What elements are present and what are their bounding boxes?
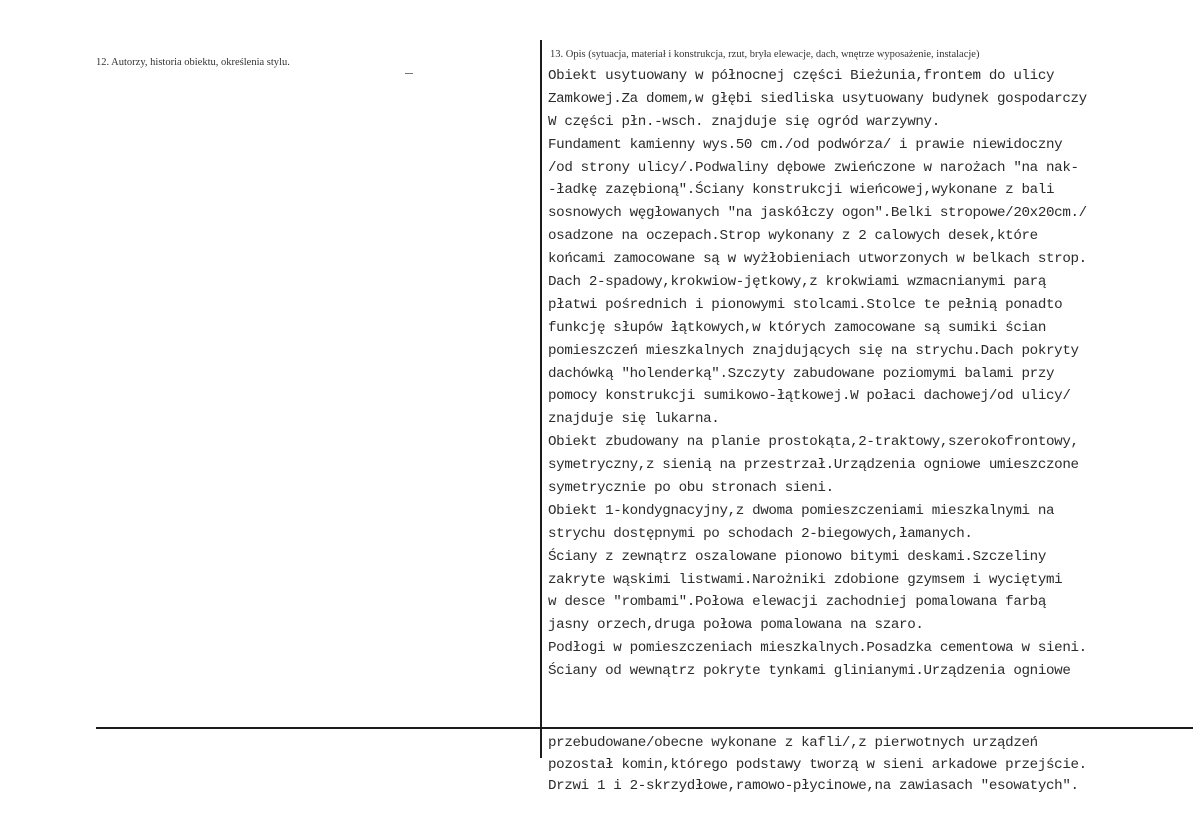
text-line: symetryczny,z sienią na przestrzał.Urządzenia ogniowe umieszczone	[548, 457, 1079, 474]
section-13-continuation	[548, 733, 1198, 798]
text-line: sosnowych węgłowanych "na jaskółczy ogon".Belki stropowe/20x20cm./	[548, 205, 1087, 222]
text-line: osadzone na oczepach.Strop wykonany z 2 calowych desek,które	[548, 228, 1038, 245]
text-line: symetrycznie po obu stronach sieni.	[548, 480, 834, 497]
text-line: strychu dostępnymi po schodach 2-biegowych,łamanych.	[548, 525, 973, 542]
section-13-heading: 13. Opis (sytuacja, materiał i konstrukcja, rzut, bryła elewacje, dach, wnętrze wyposażenie, instalacje)	[550, 49, 980, 60]
section-bottom-rule	[96, 727, 1193, 729]
text-line: Fundament kamienny wys.50 cm./od podwórza/ i prawie niewidoczny	[548, 136, 1063, 153]
text-line: znajduje się lukarna.	[548, 411, 720, 428]
text-line: przebudowane/obecne wykonane z kafli/,z pierwotnych urządzeń	[548, 735, 1038, 751]
text-line: jasny orzech,druga połowa pomalowana na szaro.	[548, 617, 924, 634]
pencil-mark	[405, 73, 413, 74]
text-line: dachówką "holenderką".Szczyty zabudowane poziomymi balami przy	[548, 365, 1055, 382]
text-line: Dach 2-spadowy,krokwiow-jętkowy,z krokwiami wzmacnianymi parą	[548, 274, 1046, 291]
text-line: -ładkę zazębioną".Ściany konstrukcji wieńcowej,wykonane z bali	[548, 182, 1055, 199]
text-line: w desce "rombami".Połowa elewacji zachodniej pomalowana farbą	[548, 594, 1046, 611]
text-line: Obiekt zbudowany na planie prostokąta,2-traktowy,szerokofrontowy,	[548, 434, 1079, 451]
text-line: Ściany od wewnątrz pokryte tynkami glinianymi.Urządzenia ogniowe	[548, 663, 1071, 680]
text-line: końcami zamocowane są w wyżłobieniach utworzonych w belkach strop.	[548, 251, 1087, 268]
text-line: /od strony ulicy/.Podwaliny dębowe zwieńczone w narożach "na nak-	[548, 159, 1079, 176]
text-line: W części płn.-wsch. znajduje się ogród warzywny.	[548, 113, 940, 130]
text-line: Drzwi 1 i 2-skrzydłowe,ramowo-płycinowe,na zawiasach "esowatych".	[548, 778, 1079, 794]
text-line: zakryte wąskimi listwami.Narożniki zdobione gzymsem i wyciętymi	[548, 571, 1063, 588]
section-12-heading: 12. Autorzy, historia obiektu, określenia stylu.	[96, 57, 290, 68]
text-line: Obiekt usytuowany w północnej części Bieżunia,frontem do ulicy	[548, 68, 1055, 84]
text-line: funkcję słupów łątkowych,w których zamocowane są sumiki ścian	[548, 319, 1046, 336]
text-line: płatwi pośrednich i pionowymi stolcami.Stolce te pełnią ponadto	[548, 296, 1063, 313]
section-13-typed-text	[548, 65, 1198, 683]
text-line: Ściany z zewnątrz oszalowane pionowo bitymi deskami.Szczeliny	[548, 548, 1046, 565]
text-line: pomieszczeń mieszkalnych znajdujących się na strychu.Dach pokryty	[548, 342, 1079, 359]
text-line: Zamkowej.Za domem,w głębi siedliska usytuowany budynek gospodarczy	[548, 90, 1087, 107]
text-line: Podłogi w pomieszczeniach mieszkalnych.Posadzka cementowa w sieni.	[548, 640, 1087, 657]
text-line: pomocy konstrukcji sumikowo-łątkowej.W połaci dachowej/od ulicy/	[548, 388, 1071, 405]
text-line: Obiekt 1-kondygnacyjny,z dwoma pomieszczeniami mieszkalnymi na	[548, 502, 1055, 519]
column-divider	[540, 40, 542, 758]
text-line: pozostał komin,którego podstawy tworzą w sieni arkadowe przejście.	[548, 756, 1087, 773]
